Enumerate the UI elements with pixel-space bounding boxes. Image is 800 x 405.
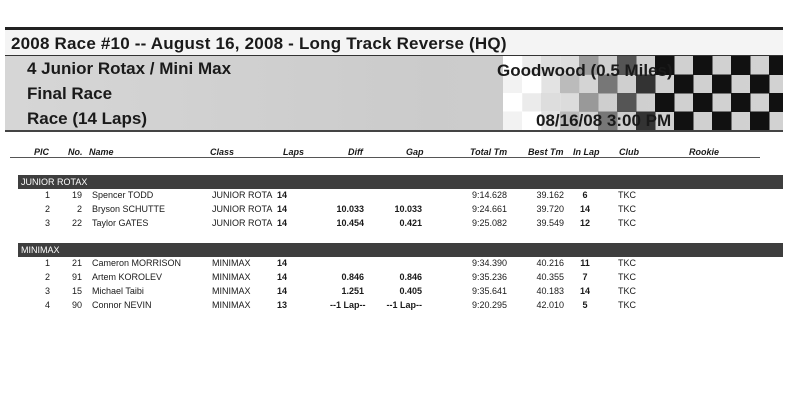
cell-pic: 1 (44, 258, 50, 268)
cell-club: TKC (618, 286, 636, 296)
cell-inlap: 14 (579, 286, 590, 296)
cell-inlap: 7 (582, 272, 588, 282)
cell-total: 9:35.641 (471, 286, 507, 296)
column-header: Total Tm (470, 147, 508, 157)
cell-best: 40.183 (536, 286, 564, 296)
cell-total: 9:34.390 (471, 258, 507, 268)
cell-total: 9:35.236 (471, 272, 507, 282)
cell-class: MINIMAX (212, 272, 251, 282)
cell-no: 90 (71, 300, 82, 310)
cell-laps: 14 (277, 272, 288, 282)
cell-best: 39.162 (536, 190, 564, 200)
section-header: MINIMAX (18, 243, 783, 257)
cell-club: TKC (618, 204, 636, 214)
race-header-panel (5, 56, 783, 132)
track-name: Goodwood (0.5 Miles) (497, 61, 673, 80)
column-header: In Lap (573, 147, 600, 157)
column-header: Class (210, 147, 235, 157)
cell-pic: 2 (44, 204, 50, 214)
column-header: Gap (406, 147, 424, 157)
cell-club: TKC (618, 258, 636, 268)
session-name: Final Race (27, 84, 113, 103)
cell-gap: 10.033 (394, 204, 422, 214)
cell-gap: 0.421 (399, 218, 422, 228)
column-header: Diff (348, 147, 363, 157)
cell-no: 21 (71, 258, 82, 268)
cell-best: 39.549 (536, 218, 564, 228)
page-title: 2008 Race #10 -- August 16, 2008 - Long Track Reverse (HQ) (11, 34, 507, 53)
column-header: No. (68, 147, 83, 157)
cell-class: JUNIOR ROTA (212, 204, 273, 214)
class-line: 4 Junior Rotax / Mini Max (27, 59, 232, 78)
cell-gap: --1 Lap-- (386, 300, 422, 310)
title-bar (5, 27, 783, 57)
cell-best: 39.720 (536, 204, 564, 214)
cell-class: MINIMAX (212, 286, 251, 296)
cell-name: Spencer TODD (92, 190, 154, 200)
column-header: Rookie (689, 147, 720, 157)
section-header: JUNIOR ROTAX (18, 175, 783, 189)
cell-total: 9:24.661 (471, 204, 507, 214)
cell-gap: 0.405 (399, 286, 422, 296)
column-header: Best Tm (528, 147, 564, 157)
cell-laps: 14 (277, 258, 288, 268)
cell-diff: --1 Lap-- (330, 300, 366, 310)
cell-diff: 0.846 (341, 272, 364, 282)
cell-class: JUNIOR ROTA (212, 218, 273, 228)
cell-no: 19 (71, 190, 82, 200)
cell-laps: 14 (277, 218, 288, 228)
cell-pic: 3 (44, 218, 50, 228)
cell-name: Connor NEVIN (92, 300, 152, 310)
cell-laps: 14 (277, 190, 288, 200)
column-header: Laps (283, 147, 305, 157)
race-datetime: 08/16/08 3:00 PM (536, 111, 672, 130)
cell-diff: 10.454 (336, 218, 364, 228)
cell-club: TKC (618, 300, 636, 310)
cell-laps: 14 (277, 204, 288, 214)
cell-name: Artem KOROLEV (92, 272, 163, 282)
cell-no: 2 (76, 204, 82, 214)
cell-pic: 2 (44, 272, 50, 282)
cell-pic: 1 (44, 190, 50, 200)
cell-class: MINIMAX (212, 300, 251, 310)
cell-class: MINIMAX (212, 258, 251, 268)
cell-inlap: 11 (580, 258, 590, 268)
cell-best: 40.355 (536, 272, 564, 282)
cell-diff: 10.033 (336, 204, 364, 214)
cell-name: Michael Taibi (92, 286, 144, 296)
column-header: Club (619, 147, 639, 157)
column-header: Name (89, 147, 114, 157)
cell-club: TKC (618, 218, 636, 228)
cell-class: JUNIOR ROTA (212, 190, 273, 200)
header-divider (10, 157, 760, 158)
cell-inlap: 5 (582, 300, 588, 310)
cell-no: 22 (71, 218, 82, 228)
race-laps: Race (14 Laps) (27, 109, 147, 128)
cell-name: Bryson SCHUTTE (92, 204, 166, 214)
column-header: PIC (34, 147, 50, 157)
cell-total: 9:20.295 (471, 300, 507, 310)
cell-name: Cameron MORRISON (92, 258, 182, 268)
cell-best: 40.216 (536, 258, 564, 268)
cell-total: 9:25.082 (471, 218, 507, 228)
cell-diff: 1.251 (341, 286, 364, 296)
cell-best: 42.010 (536, 300, 564, 310)
cell-gap: 0.846 (399, 272, 422, 282)
cell-no: 15 (71, 286, 82, 296)
cell-club: TKC (618, 272, 636, 282)
cell-laps: 14 (277, 286, 288, 296)
cell-total: 9:14.628 (471, 190, 507, 200)
cell-inlap: 14 (579, 204, 590, 214)
cell-laps: 13 (277, 300, 288, 310)
cell-inlap: 6 (582, 190, 588, 200)
cell-inlap: 12 (579, 218, 590, 228)
cell-name: Taylor GATES (92, 218, 149, 228)
cell-pic: 3 (44, 286, 50, 296)
cell-club: TKC (618, 190, 636, 200)
cell-pic: 4 (44, 300, 50, 310)
cell-no: 91 (71, 272, 82, 282)
